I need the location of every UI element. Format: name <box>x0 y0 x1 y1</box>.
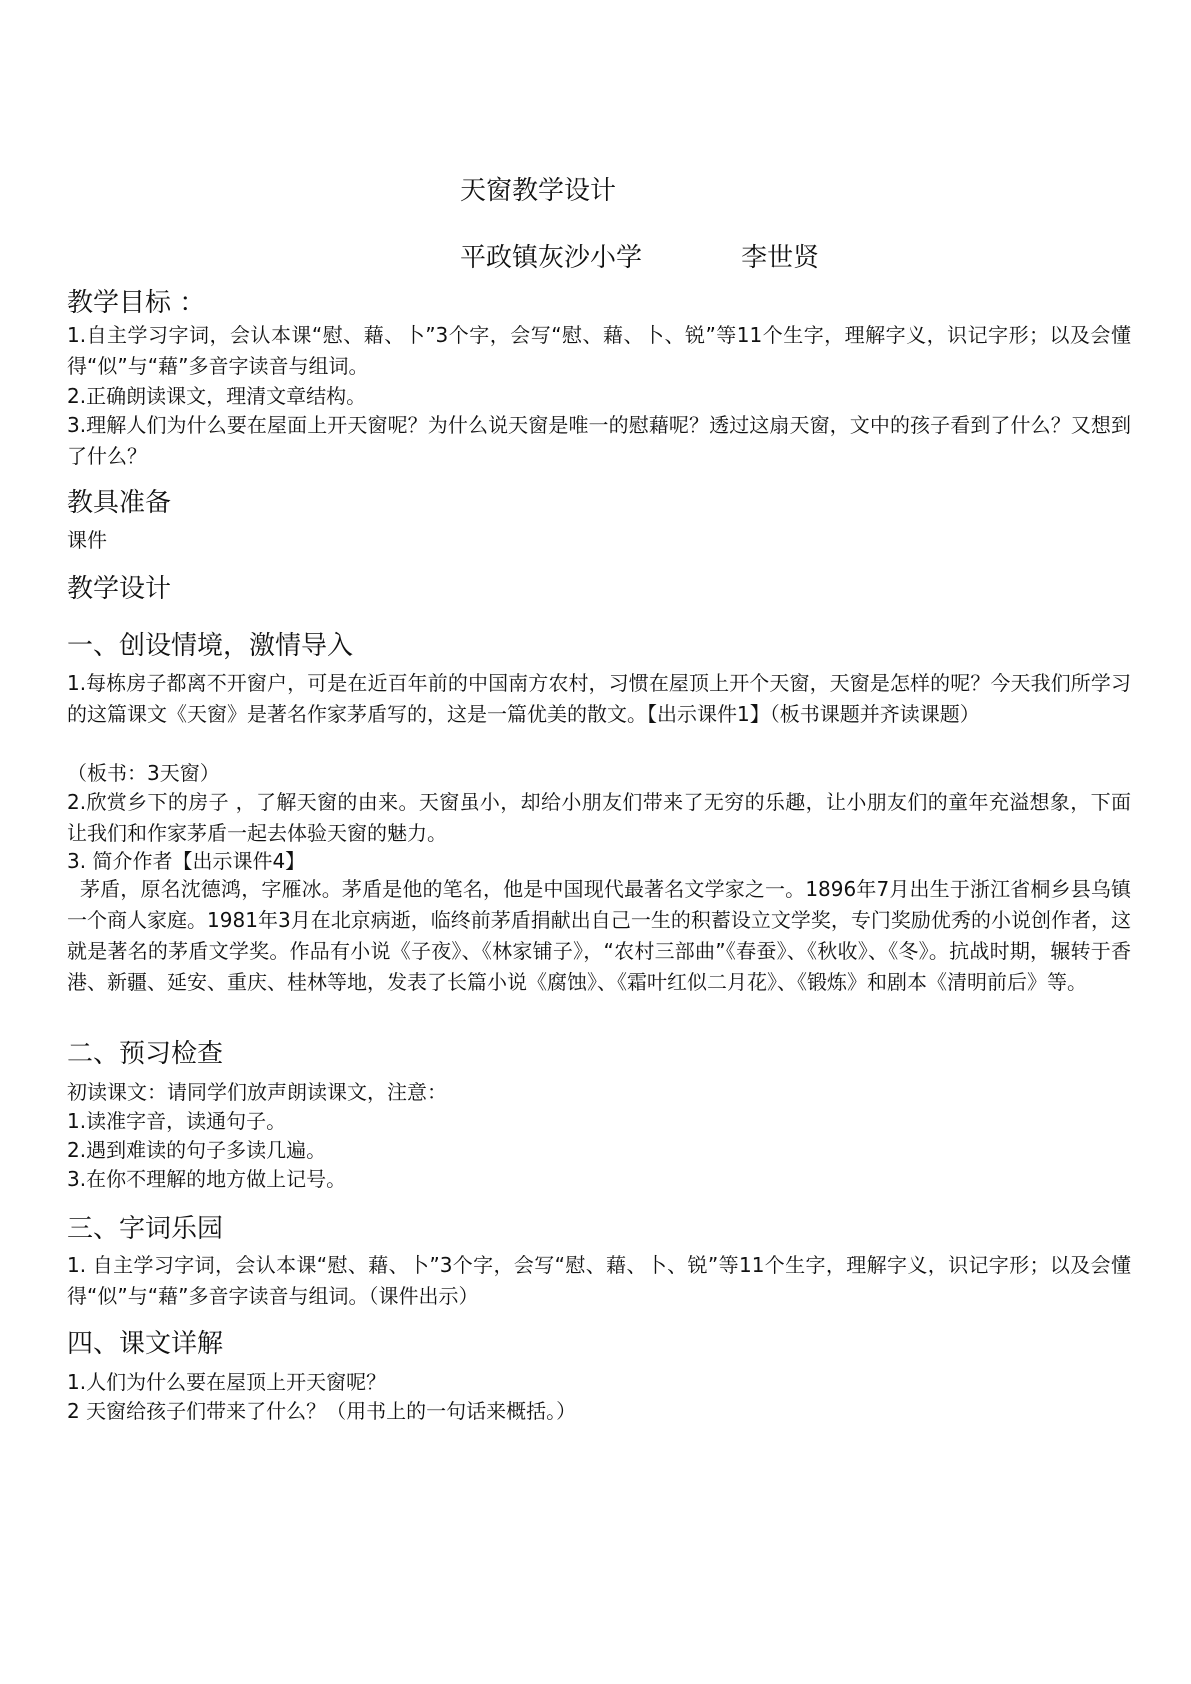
section-2-intro: 初读课文：请同学们放声朗读课文，注意： <box>67 1080 447 1104</box>
tools-heading: 教具准备 <box>67 488 172 518</box>
section-1-paragraph: （板书：3天窗） <box>67 761 220 785</box>
goal-item: 3.理解人们为什么要在屋面上开天窗呢？为什么说天窗是唯一的慰藉呢？透过这扇天窗，文中的孩子看到了什么？又想到了什么？ <box>67 413 1131 468</box>
list-item: 3.在你不理解的地方做上记号。 <box>67 1167 347 1191</box>
tools-text: 课件 <box>67 528 107 552</box>
design-heading: 教学设计 <box>67 574 172 604</box>
goal-item: 1.自主学习字词，会认本课“慰、藉、卜”3个字，会写“慰、藉、卜、锐”等11个生字，理解字义，识记字形；以及会懂得“似”与“藉”多音字读音与组词。 <box>67 323 1131 378</box>
section-1-heading: 一、创设情境，激情导入 <box>67 631 354 661</box>
goals-heading: 教学目标 ： <box>67 288 206 318</box>
author-bio-paragraph: 茅盾，原名沈德鸿，字雁冰。茅盾是他的笔名，他是中国现代最著名文学家之一。1896年7月出生于浙江省桐乡县乌镇一个商人家庭。1981年3月在北京病逝，临终前茅盾捐献出自己一生的积蓄设立文学奖，专门奖励优秀的小说创作者，这就是著名的茅盾文学奖。作品有小说《子夜》、《林家铺子》，“农村三部曲”《春蚕》、《秋收》、《冬》。抗战时期，辗转于香港、新疆、延安、重庆、桂林等地，发表了长篇小说《腐蚀》、《霜叶红似二月花》、《锻炼》和剧本《清明前后》等。 <box>67 877 1131 994</box>
list-item: 1.读准字音，读通句子。 <box>67 1109 287 1133</box>
section-1-paragraph: 2.欣赏乡下的房子 ，了解天窗的由来。天窗虽小，却给小朋友们带来了无穷的乐趣，让小朋友们的童年充溢想象，下面让我们和作家茅盾一起去体验天窗的魅力。 <box>67 790 1131 845</box>
list-item: 2 天窗给孩子们带来了什么？（用书上的一句话来概括。） <box>67 1399 577 1423</box>
author-byline: 平政镇灰沙小学 李世贤 <box>460 243 820 273</box>
document-title: 天窗教学设计 <box>460 176 617 206</box>
list-item: 2.遇到难读的句子多读几遍。 <box>67 1138 327 1162</box>
section-4-heading: 四、课文详解 <box>67 1329 224 1359</box>
section-2-heading: 二、预习检查 <box>67 1039 224 1069</box>
section-3-paragraph: 1. 自主学习字词，会认本课“慰、藉、卜”3个字，会写“慰、藉、卜、锐”等11个生字，理解字义，识记字形；以及会懂得“似”与“藉”多音字读音与组词。（课件出示） <box>67 1253 1131 1308</box>
list-item: 1.人们为什么要在屋顶上开天窗呢？ <box>67 1370 387 1394</box>
section-3-heading: 三、字词乐园 <box>67 1214 224 1244</box>
section-1-paragraph: 3. 简介作者【出示课件4】 <box>67 849 306 873</box>
goal-item: 2.正确朗读课文，理清文章结构。 <box>67 384 367 408</box>
section-1-paragraph: 1.每栋房子都离不开窗户，可是在近百年前的中国南方农村，习惯在屋顶上开个天窗，天窗是怎样的呢？今天我们所学习的这篇课文《天窗》是著名作家茅盾写的，这是一篇优美的散文。【出示课件1】（板书课题并齐读课题） <box>67 671 1131 726</box>
